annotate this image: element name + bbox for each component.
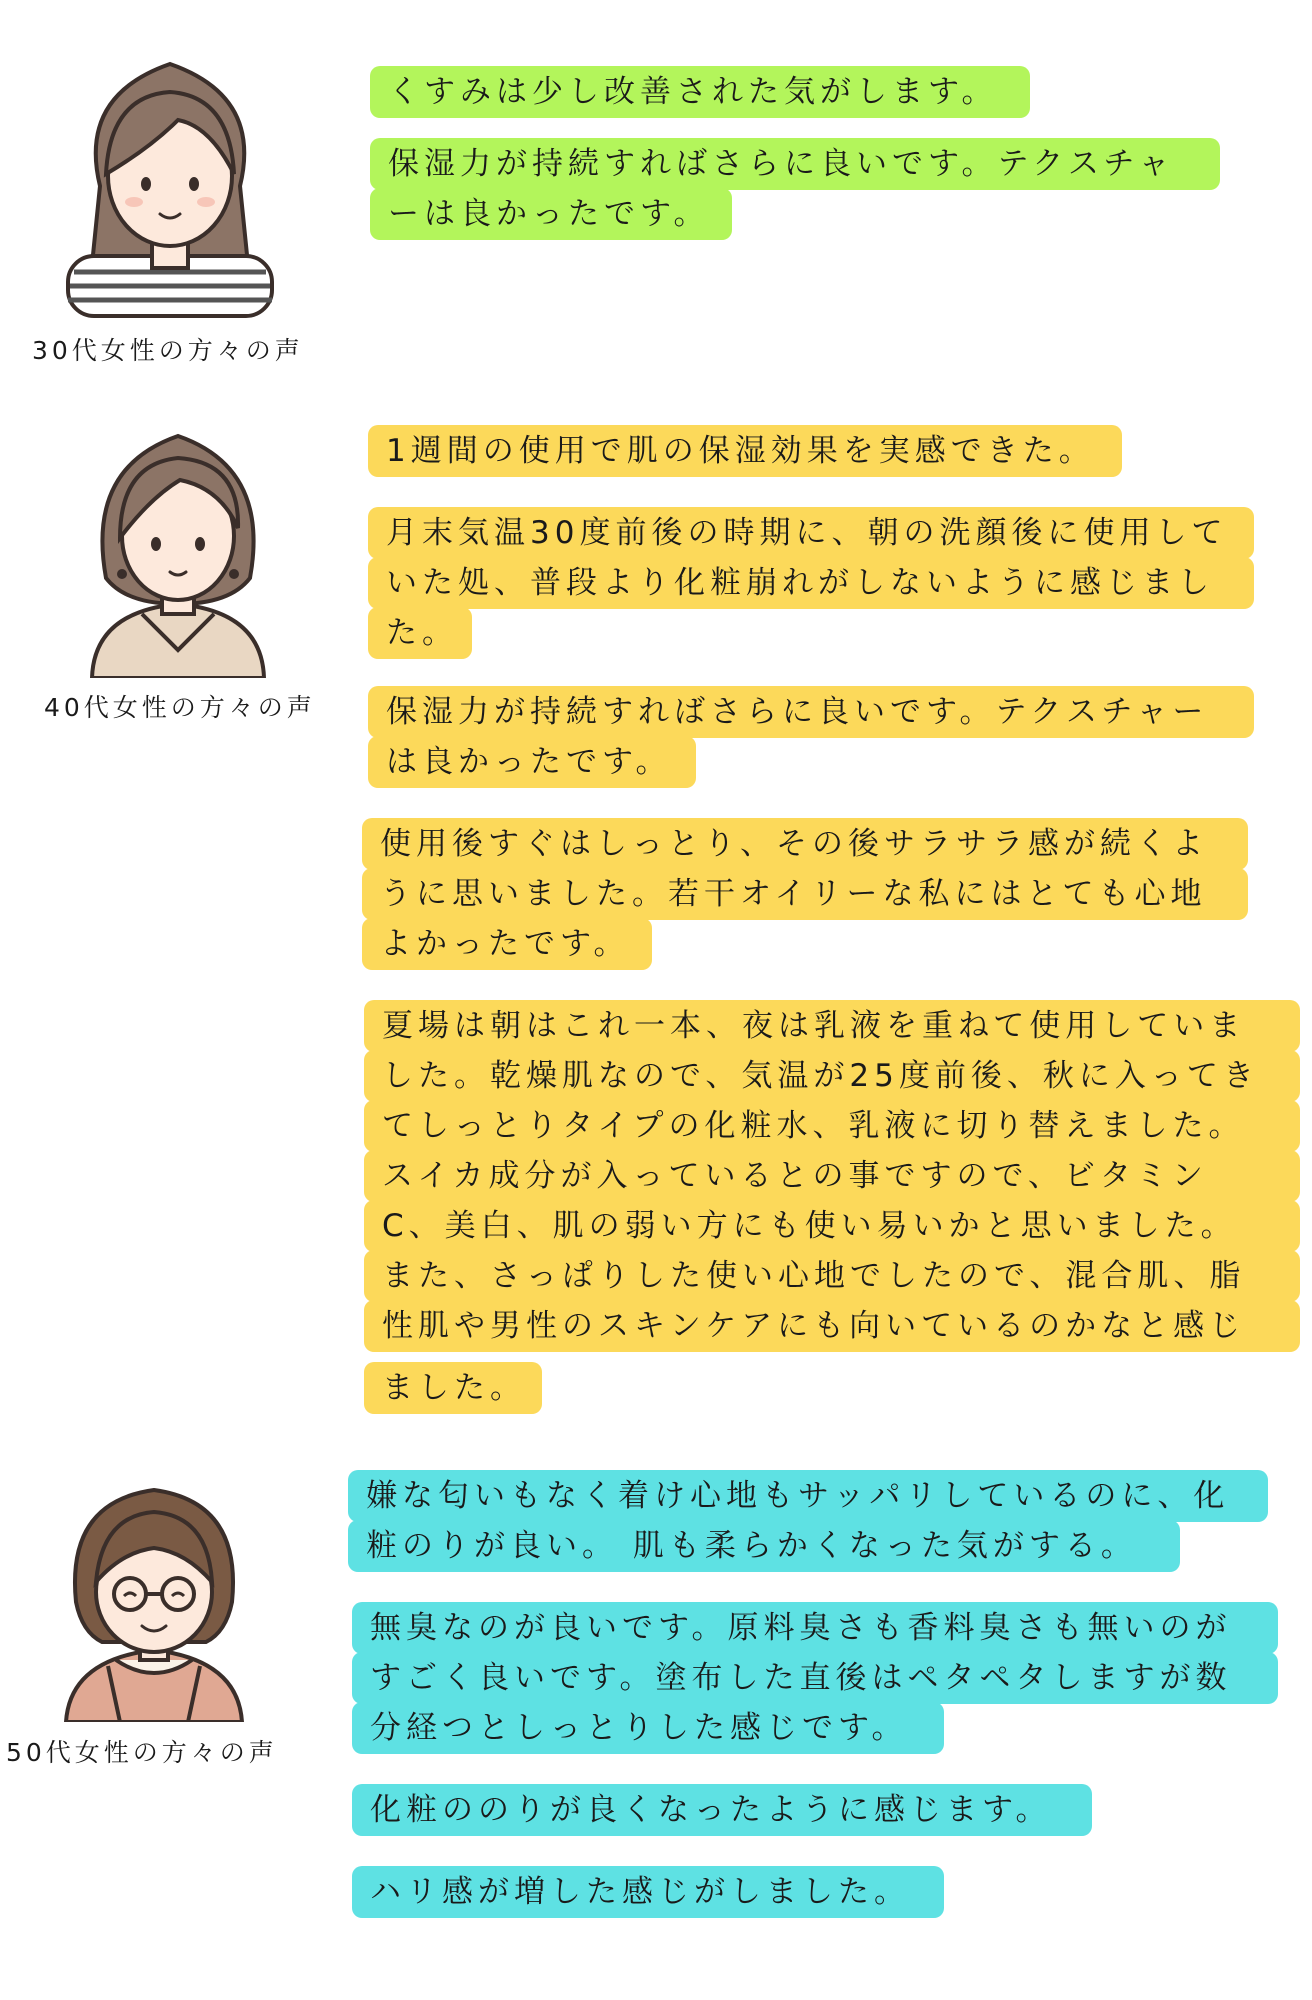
comment-line: 嫌な匂いもなく着け心地もサッパリしているのに、化 <box>348 1470 1268 1522</box>
comment-line: 月末気温30度前後の時期に、朝の洗顔後に使用して <box>368 507 1254 559</box>
comment-line: ハリ感が増した感じがしました。 <box>352 1866 944 1918</box>
comment-line: 保湿力が持続すればさらに良いです。テクスチャー <box>368 686 1254 738</box>
comment-line: ーは良かったです。 <box>370 188 732 240</box>
comment-line: 無臭なのが良いです。原料臭さも香料臭さも無いのが <box>352 1602 1278 1654</box>
comment-line: 1週間の使用で肌の保湿効果を実感できた。 <box>368 425 1122 477</box>
woman-30s-avatar-icon <box>60 56 280 318</box>
comment-line: スイカ成分が入っているとの事ですので、ビタミン <box>364 1150 1300 1202</box>
comment-line: 保湿力が持続すればさらに良いです。テクスチャ <box>370 138 1220 190</box>
comment-line: 性肌や男性のスキンケアにも向いているのかなと感じ <box>364 1300 1300 1352</box>
comment-line: また、さっぱりした使い心地でしたので、混合肌、脂 <box>364 1250 1300 1302</box>
comment-line: C、美白、肌の弱い方にも使い易いかと思いました。 <box>364 1200 1300 1252</box>
comment-line: ました。 <box>364 1362 542 1414</box>
comment-line: くすみは少し改善された気がします。 <box>370 66 1030 118</box>
section-caption: 30代女性の方々の声 <box>32 336 304 365</box>
comment-line: 使用後すぐはしっとり、その後サラサラ感が続くよ <box>362 818 1248 870</box>
woman-40s-avatar-icon <box>80 428 276 678</box>
comment-line: うに思いました。若干オイリーな私にはとても心地 <box>362 868 1248 920</box>
comment-line: てしっとりタイプの化粧水、乳液に切り替えました。 <box>364 1100 1300 1152</box>
woman-50s-avatar-icon <box>56 1482 252 1722</box>
comment-line: 夏場は朝はこれ一本、夜は乳液を重ねて使用していま <box>364 1000 1300 1052</box>
comment-line: は良かったです。 <box>368 736 696 788</box>
comment-line: た。 <box>368 607 472 659</box>
section-caption: 40代女性の方々の声 <box>44 693 316 722</box>
comment-line: 化粧ののりが良くなったように感じます。 <box>352 1784 1092 1836</box>
comment-line: した。乾燥肌なので、気温が25度前後、秋に入ってき <box>364 1050 1300 1102</box>
comment-line: 分経つとしっとりした感じです。 <box>352 1702 944 1754</box>
comment-line: 粧のりが良い。 肌も柔らかくなった気がする。 <box>348 1520 1180 1572</box>
comment-line: すごく良いです。塗布した直後はペタペタしますが数 <box>352 1652 1278 1704</box>
comment-line: いた処、普段より化粧崩れがしないように感じまし <box>368 557 1254 609</box>
comment-line: よかったです。 <box>362 918 652 970</box>
section-caption: 50代女性の方々の声 <box>6 1738 278 1767</box>
